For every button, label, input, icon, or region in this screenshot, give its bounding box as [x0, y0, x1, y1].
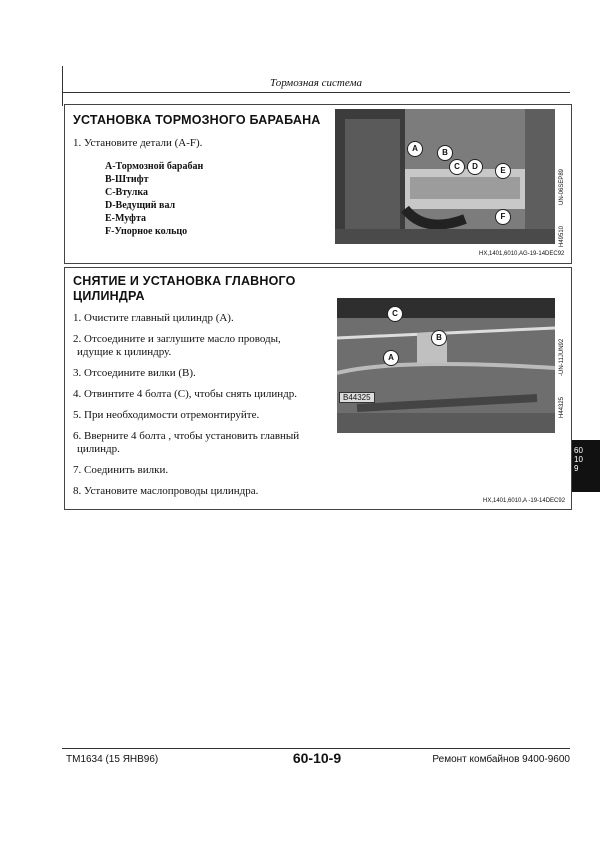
tab-line-3: 9	[574, 464, 579, 473]
step-6: 6. Вверните 4 болта , чтобы установить главный	[73, 430, 300, 442]
step-5: 5. При необходимости отремонтируйте.	[73, 409, 260, 421]
section-brake-drum-install	[64, 104, 572, 264]
footer-manual-id: TM1634 (15 ЯНВ96)	[66, 754, 159, 765]
step-1: 1. Очистите главный цилиндр (A).	[73, 312, 234, 324]
part-a: A-Тормозной барабан	[105, 161, 204, 172]
step-2: 2. Отсоедините и заглушите масло проводы,	[73, 333, 281, 345]
image-code: -UN-11JUN92	[559, 338, 565, 376]
image-code: UN-06SEP89	[559, 168, 565, 205]
step-1: 1. Установите детали (A-F).	[73, 137, 203, 149]
section-master-cylinder	[64, 267, 572, 510]
reference-code: HX,1401,6010,AG-19-14DEC92	[479, 251, 565, 257]
step-2-cont: идущие к цилиндру.	[77, 346, 172, 358]
part-e: E-Муфта	[105, 213, 147, 224]
part-c: C-Втулка	[105, 187, 148, 198]
master-cylinder-photo	[337, 298, 555, 433]
callout-a: A	[383, 350, 399, 366]
header-line	[62, 92, 570, 93]
reference-code: HX,1401,6010,A -19-14DEC92	[483, 498, 566, 504]
section-tab	[572, 440, 600, 492]
callout-c: C	[449, 159, 465, 175]
image-number: H49510	[559, 225, 565, 247]
page-number: 60-10-9	[292, 750, 342, 766]
part-f: F-Упорное кольцо	[105, 226, 188, 237]
callout-c: C	[387, 306, 403, 322]
callout-b: B	[437, 145, 453, 161]
callout-e: E	[495, 163, 511, 179]
step-8: 8. Установите маслопроводы цилиндра.	[73, 485, 259, 497]
page-header-title: Тормозная система	[270, 77, 362, 89]
footer-manual-title: Ремонт комбайнов 9400-9600	[432, 754, 570, 765]
tab-line-2: 10	[574, 455, 583, 464]
callout-f: F	[495, 209, 511, 225]
image-number: H44325	[559, 396, 565, 418]
callout-a: A	[407, 141, 423, 157]
callout-d: D	[467, 159, 483, 175]
step-6-cont: цилиндр.	[77, 443, 120, 455]
part-b: B-Штифт	[105, 174, 149, 185]
photo-label: B44325	[339, 392, 375, 403]
step-3: 3. Отсоедините вилки (B).	[73, 367, 196, 379]
section-title-line1: СНЯТИЕ И УСТАНОВКА ГЛАВНОГО	[73, 274, 296, 288]
tab-line-1: 60	[574, 446, 583, 455]
section-title-line2: ЦИЛИНДРА	[73, 289, 145, 303]
step-4: 4. Отвинтите 4 болта (C), чтобы снять цилиндр.	[73, 388, 297, 400]
step-7: 7. Соединить вилки.	[73, 464, 169, 476]
brake-drum-photo	[335, 109, 555, 244]
parts-list	[105, 160, 203, 238]
part-d: D-Ведущий вал	[105, 200, 176, 211]
callout-b: B	[431, 330, 447, 346]
section-title: УСТАНОВКА ТОРМОЗНОГО БАРАБАНА	[73, 113, 321, 127]
footer-line	[62, 748, 570, 749]
